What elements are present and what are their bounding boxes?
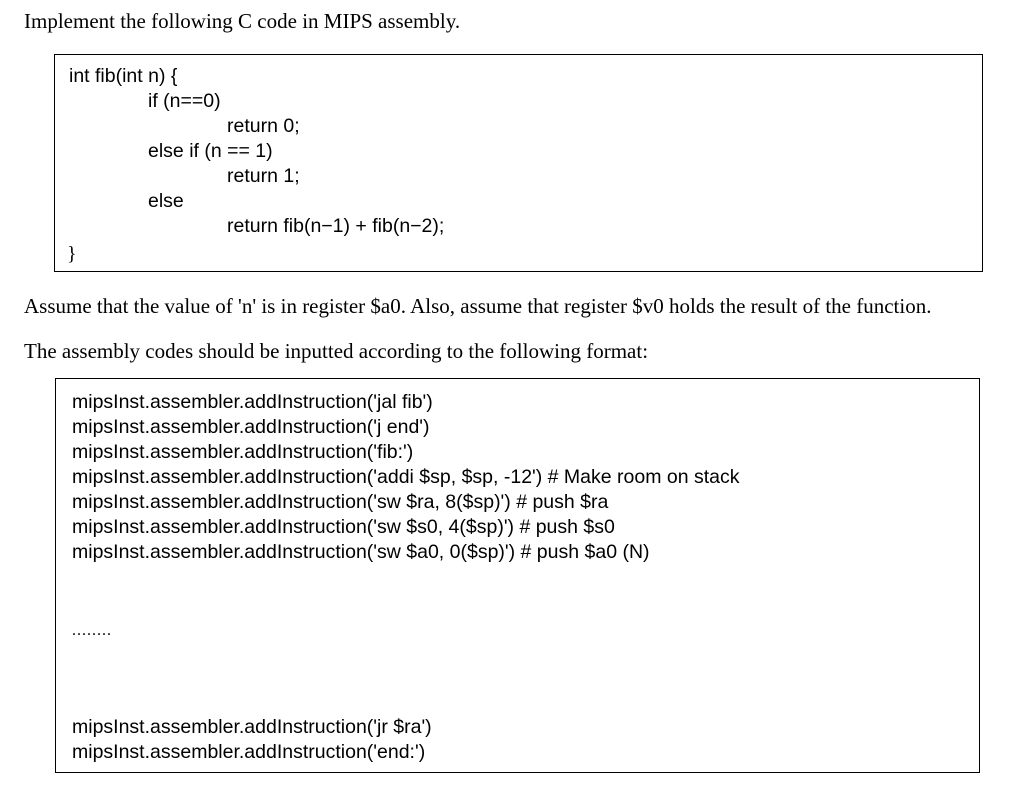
intro-text: Implement the following C code in MIPS assembly.: [24, 9, 461, 33]
asm-line: mipsInst.assembler.addInstruction('sw $ra, 8($sp)') # push $ra: [72, 491, 609, 513]
asm-line: mipsInst.assembler.addInstruction('addi $sp, $sp, -12') # Make room on stack: [72, 466, 740, 488]
asm-line: mipsInst.assembler.addInstruction('j end'): [72, 416, 430, 438]
assembly-format-box: [55, 378, 980, 773]
ellipsis: ........: [72, 622, 112, 639]
code-line: int fib(int n) {: [69, 65, 178, 87]
closing-brace: }: [67, 243, 77, 265]
code-line: return fib(n−1) + fib(n−2);: [227, 215, 445, 237]
c-code-box: [54, 54, 983, 272]
asm-line: mipsInst.assembler.addInstruction('sw $a0, 0($sp)') # push $a0 (N): [72, 541, 650, 563]
asm-line: mipsInst.assembler.addInstruction('end:'): [72, 741, 426, 763]
code-line: if (n==0): [148, 90, 221, 112]
code-line: else: [148, 190, 184, 212]
asm-line: mipsInst.assembler.addInstruction('fib:'): [72, 441, 414, 463]
code-line: else if (n == 1): [148, 140, 273, 162]
code-line: return 1;: [227, 165, 300, 187]
format-intro-text: The assembly codes should be inputted according to the following format:: [24, 339, 649, 363]
asm-line: mipsInst.assembler.addInstruction('sw $s0, 4($sp)') # push $s0: [72, 516, 615, 538]
code-line: return 0;: [227, 115, 300, 137]
asm-line: mipsInst.assembler.addInstruction('jal fib'): [72, 391, 433, 413]
assumption-text: Assume that the value of 'n' is in register $a0. Also, assume that register $v0 holds the result of the function.: [24, 294, 932, 318]
asm-line: mipsInst.assembler.addInstruction('jr $ra'): [72, 716, 432, 738]
